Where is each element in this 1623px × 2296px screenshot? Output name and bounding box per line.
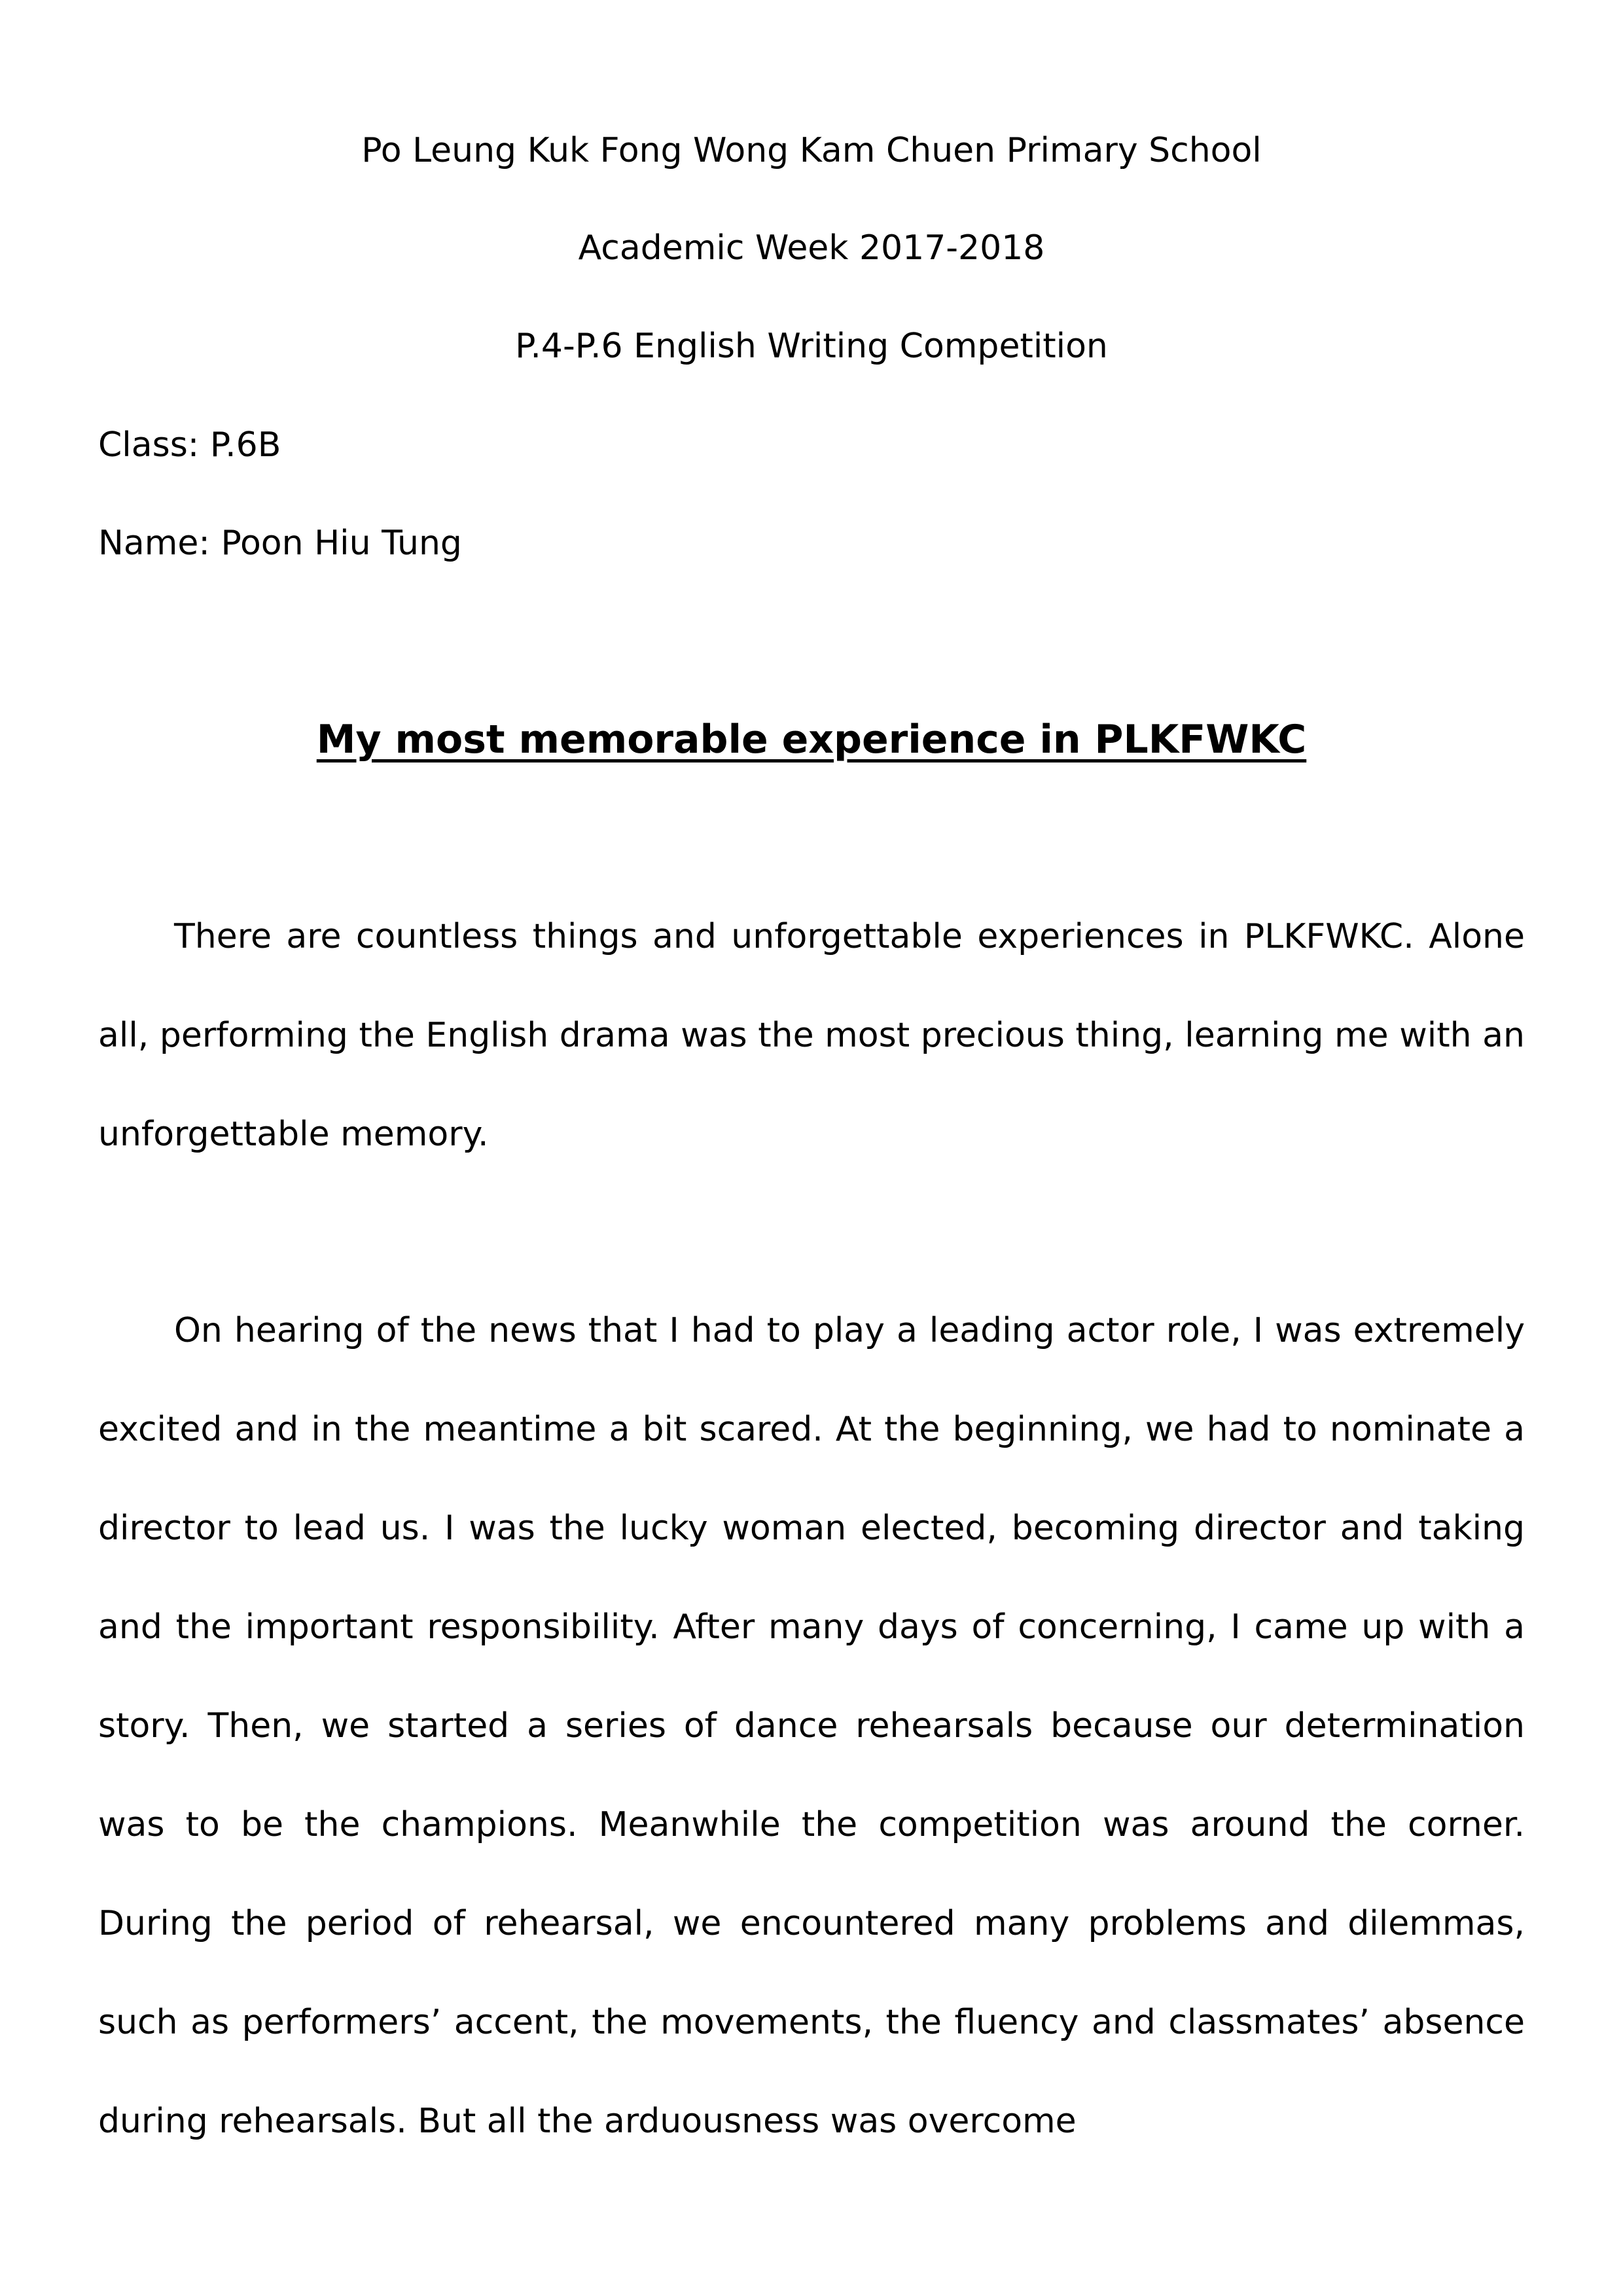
school-name: Po Leung Kuk Fong Wong Kam Chuen Primary School bbox=[361, 131, 1262, 170]
competition-title: P.4-P.6 English Writing Competition bbox=[515, 327, 1108, 366]
name-line: Name: Poon Hiu Tung bbox=[98, 524, 462, 563]
event-title: Academic Week 2017-2018 bbox=[578, 228, 1045, 268]
essay-title: My most memorable experience in PLKFWKC bbox=[316, 717, 1307, 762]
class-line: Class: P.6B bbox=[98, 425, 281, 465]
essay-paragraph-2: On hearing of the news that I had to play a leading actor role, I was extremely excited and in the meantime a bit scared. At the beginning, we had to nominate a director to lead us. I was the lucky woman elected, becoming director and taking and the important responsibility. After many days of concerning, I came up with a story. Then, we started a series of dance rehearsals because our determination was to be the champions. Meanwhile the competition was around the corner. During the period of rehearsal, we encountered many problems and dilemmas, such as performers’ accent, the movements, the fluency and classmates’ absence during rehearsals. But all the arduousness was overcome bbox=[98, 1311, 1525, 2141]
essay-paragraph-1: There are countless things and unforgettable experiences in PLKFWKC. Alone all, performing the English drama was the most precious thing, learning me with an unforgettable memory. bbox=[98, 917, 1525, 1154]
